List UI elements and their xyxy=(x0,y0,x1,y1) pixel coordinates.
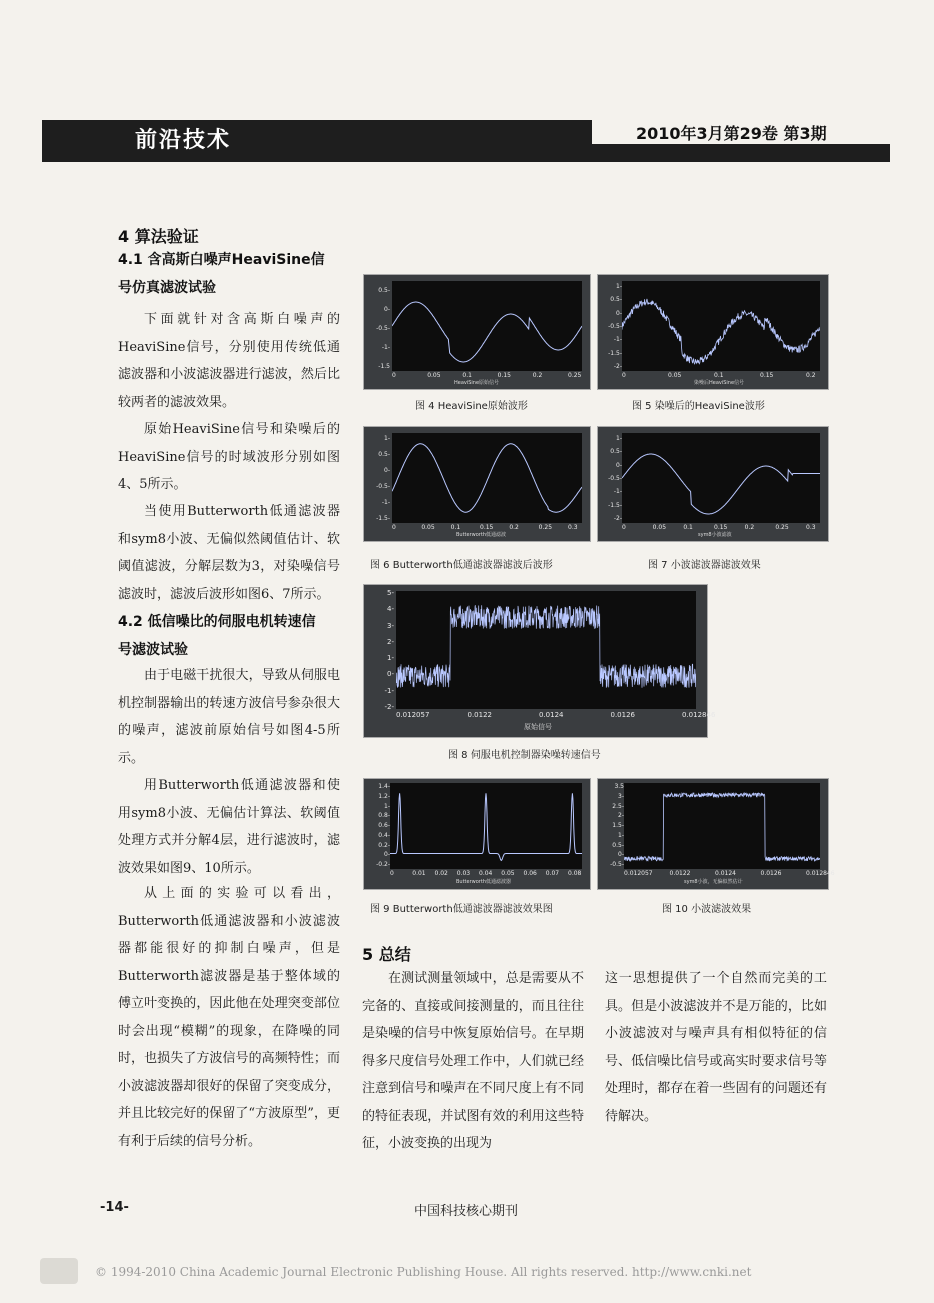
figure-9-y-ticks xyxy=(366,783,390,869)
fig4-y-tick: 0.5- xyxy=(378,287,390,294)
fig5-y-tick: -2- xyxy=(613,363,622,370)
section-5-heading: 5 总结 xyxy=(362,945,411,964)
fig4-x-tick: 0.15 xyxy=(497,372,511,379)
fig8-y-tick: 3- xyxy=(387,621,394,630)
summary-column-a: 在测试测量领域中，总是需要从不完备的、直接或间接测量的，而且往往是染噪的信号中恢复原始信号。在早期得多尺度信号处理工作中，人们就已经注意到信号和噪声在不同尺度上有不同的特征表现，并试图有效的利用这些特征，小波变换的出现为 xyxy=(362,971,584,1151)
fig10-y-tick: 3.5 xyxy=(614,783,624,790)
figure-5-trace xyxy=(622,281,820,371)
fig9-x-tick: 0.05 xyxy=(501,870,515,877)
fig10-y-tick: 2.5- xyxy=(612,802,624,810)
fig5-x-tick: 0 xyxy=(622,372,626,379)
fig8-y-tick: -2- xyxy=(384,703,394,711)
fig7-x-tick: 0 xyxy=(622,524,626,531)
fig8-x-tick: 0.012057 xyxy=(396,711,430,719)
fig9-x-tick: 0.01 xyxy=(412,870,426,877)
figure-4-y-ticks xyxy=(368,287,390,371)
figure-6-plot-area xyxy=(392,433,582,523)
fig7-y-tick: 0- xyxy=(616,461,622,469)
fig7-y-tick: 0.5- xyxy=(610,448,622,456)
fig9-y-tick: 0.8- xyxy=(378,812,390,820)
fig5-y-tick: -1.5- xyxy=(608,349,622,357)
fig7-x-tick: 0.3 xyxy=(806,524,816,531)
fig5-x-tick: 0.2 xyxy=(806,372,816,379)
figure-8-y-ticks xyxy=(368,589,394,711)
paragraph-2: 原始HeaviSine信号和染噪后的HeaviSine信号的时域波形分别如图4、5所示。 xyxy=(118,422,340,492)
fig9-x-tick: 0.03 xyxy=(456,870,471,877)
fig7-y-tick: -0.5- xyxy=(608,475,622,482)
figure-7-y-ticks xyxy=(600,435,622,523)
page-number: -14- xyxy=(100,1200,129,1215)
fig4-y-tick: -0.5- xyxy=(376,325,390,332)
figure-9-waveform xyxy=(390,793,582,860)
fig9-y-tick: 0- xyxy=(384,851,390,859)
fig6-x-tick: 0.2 xyxy=(509,524,519,531)
figure-7-trace xyxy=(622,433,820,523)
figure-4-waveform xyxy=(392,302,582,362)
fig10-y-tick: 0.5- xyxy=(612,841,624,849)
figure-10-waveform xyxy=(624,793,820,861)
fig6-x-tick: 0.25 xyxy=(538,524,553,531)
figure-5-plot-area xyxy=(622,281,820,371)
figure-6-x-label: Butterworth低通滤波 xyxy=(456,532,506,538)
paragraph-6: 从上面的实验可以看出，Butterworth低通滤波器和小波滤波器都能很好的抑制白噪声，但是Butterworth滤波器是基于整体域的傅立叶变换的，因此他在处理突变部位时会出现“模糊”的现象，在降噪的同时，也损失了方波信号的高频特性；而小波滤波器却很好的保留了突变成分，并且比较完好的保留了“方波原型”，更有利于后续的信号分析。 xyxy=(118,886,340,1149)
figure-6-trace xyxy=(392,433,582,523)
subsection-4-1-heading xyxy=(118,246,348,302)
fig7-y-tick: 1- xyxy=(616,435,622,442)
fig4-x-tick: 0.25 xyxy=(568,372,582,379)
fig9-y-tick: 0.2- xyxy=(378,841,390,849)
fig9-x-tick: 0.08 xyxy=(568,870,582,877)
figure-6-waveform xyxy=(392,444,582,512)
paragraph-4: 由于电磁干扰很大，导致从伺服电机控制器输出的转速方波信号参杂很大的噪声，滤波前原始信号如图4-5所示。 xyxy=(118,668,340,766)
fig10-x-tick: 0.012057 xyxy=(624,870,653,877)
figure-10-y-ticks xyxy=(600,783,624,869)
fig9-x-tick: 0.07 xyxy=(545,870,560,877)
fig8-y-tick: 0- xyxy=(387,670,394,679)
fig4-x-tick: 0 xyxy=(392,372,396,379)
figure-9-trace xyxy=(390,783,582,869)
section-4-heading: 4 算法验证 xyxy=(118,227,199,246)
fig8-y-tick: -1- xyxy=(384,686,394,695)
fig10-y-tick: -0.5- xyxy=(610,861,624,868)
fig10-x-tick: 0.012846 xyxy=(806,870,835,877)
fig6-y-tick: 0- xyxy=(384,467,390,474)
figure-10-x-ticks xyxy=(624,870,835,878)
fig9-y-tick: 1.4- xyxy=(378,783,390,790)
figure-8-trace xyxy=(396,591,696,709)
fig10-y-tick: 1.5- xyxy=(612,822,624,829)
figure-7-plot-area xyxy=(622,433,820,523)
figure-9-panel xyxy=(363,778,591,890)
figure-10-plot-area xyxy=(624,783,820,869)
figure-10-caption: 图 10 小波滤波效果 xyxy=(662,904,752,915)
paragraph-3: 当使用Butterworth低通滤波器和sym8小波、无偏似然阈值估计、软阈值滤波，分解层数为3，对染噪信号滤波时，滤波后波形如图6、7所示。 xyxy=(118,504,340,602)
summary-column-b: 这一思想提供了一个自然而完美的工具。但是小波滤波并不是万能的，比如小波滤波对与噪声具有相似特征的信号、低信噪比信号或高实时要求信号等处理时，都存在着一些固有的问题还有待解决。 xyxy=(605,971,827,1124)
figure-5-x-label: 染噪后HeaviSine信号 xyxy=(694,380,745,386)
fig8-x-tick: 0.012846 xyxy=(682,711,716,719)
fig10-x-tick: 0.0122 xyxy=(669,870,691,877)
fig5-x-tick: 0.05 xyxy=(668,372,682,379)
fig6-x-tick: 0.3 xyxy=(568,524,578,531)
fig10-y-tick: 0- xyxy=(618,851,624,859)
fig8-x-tick: 0.0124 xyxy=(539,711,564,719)
figure-5-waveform xyxy=(622,299,820,364)
figure-10-x-label: sym8小波，无偏似然估计 xyxy=(684,879,743,885)
figure-10-panel xyxy=(597,778,835,890)
figure-4-plot-area xyxy=(392,281,582,371)
figure-10-trace xyxy=(624,783,820,869)
cnki-logo-icon xyxy=(40,1258,78,1284)
section-title: 前沿技术 xyxy=(135,128,232,153)
figure-9-caption: 图 9 Butterworth低通滤波器滤波效果图 xyxy=(370,904,553,915)
fig7-x-tick: 0.25 xyxy=(775,524,789,531)
fig4-x-tick: 0.1 xyxy=(462,372,472,379)
paragraph-5: 用Butterworth低通滤波器和使用sym8小波、无偏估计算法、软阈值处理方式并分解4层，进行滤波时，滤波效果如图9、10所示。 xyxy=(118,778,340,876)
fig10-y-tick: 1- xyxy=(618,831,624,839)
fig6-x-tick: 0 xyxy=(392,524,396,531)
figure-9-x-label: Butterworth低通滤波器 xyxy=(456,879,511,885)
fig9-y-tick: 0.4- xyxy=(378,831,390,839)
fig9-x-tick: 0 xyxy=(390,870,394,877)
fig10-x-tick: 0.0124 xyxy=(715,870,736,877)
figure-8-x-label: 原始信号 xyxy=(524,723,552,731)
issue-label: 2010年3月第29卷 第3期 xyxy=(636,124,827,143)
figure-8-caption: 图 8 伺服电机控制器染噪转速信号 xyxy=(448,750,601,761)
fig6-y-tick: -0.5- xyxy=(376,483,390,490)
figure-5-panel xyxy=(597,274,829,390)
fig9-x-tick: 0.02 xyxy=(434,870,448,877)
fig8-y-tick: 5- xyxy=(387,589,394,597)
figure-4-caption: 图 4 HeaviSine原始波形 xyxy=(415,401,528,412)
paragraph-1: 下面就针对含高斯白噪声的HeaviSine信号，分别使用传统低通滤波器和小波滤波器进行滤波，然后比较两者的滤波效果。 xyxy=(118,312,340,410)
figure-9-x-ticks xyxy=(390,870,582,878)
fig6-x-tick: 0.15 xyxy=(480,524,494,531)
fig6-y-tick: -1.5- xyxy=(376,515,390,522)
figure-4-trace xyxy=(392,281,582,371)
fig8-y-tick: 2- xyxy=(387,637,394,646)
figure-8-waveform xyxy=(396,605,696,688)
fig4-x-tick: 0.05 xyxy=(427,372,441,379)
subsection-4-1-line2: 号仿真滤波试验 xyxy=(118,280,216,296)
fig7-x-tick: 0.2 xyxy=(744,524,755,531)
figure-5-y-ticks xyxy=(600,283,622,371)
fig4-y-tick: -1- xyxy=(381,344,390,351)
fig5-x-tick: 0.15 xyxy=(760,372,774,379)
subsection-4-1-line1: 4.1 含高斯白噪声HeaviSine信 xyxy=(118,252,325,268)
fig5-y-tick: 1- xyxy=(616,283,622,290)
fig6-y-tick: 1- xyxy=(384,435,390,442)
figure-7-caption: 图 7 小波滤波器滤波效果 xyxy=(648,560,761,571)
fig9-y-tick: 1- xyxy=(384,802,390,810)
fig7-x-tick: 0.05 xyxy=(652,524,667,531)
fig6-x-tick: 0.05 xyxy=(421,524,435,531)
fig8-y-tick: 4- xyxy=(387,605,394,614)
figure-7-waveform xyxy=(622,454,820,514)
fig7-y-tick: -1.5- xyxy=(608,501,622,509)
fig7-x-tick: 0.1 xyxy=(683,524,693,531)
figure-8-plot-area xyxy=(396,591,696,709)
figure-5-caption: 图 5 染噪后的HeaviSine波形 xyxy=(632,401,765,412)
fig4-y-tick: -1.5 xyxy=(378,363,390,370)
figure-7-x-label: sym8小波滤波 xyxy=(698,532,732,538)
fig8-x-tick: 0.0122 xyxy=(467,711,492,719)
fig9-y-tick: 0.6- xyxy=(378,822,390,829)
fig10-y-tick: 2- xyxy=(618,812,624,820)
figure-9-plot-area xyxy=(390,783,582,869)
fig7-x-tick: 0.15 xyxy=(714,524,728,531)
figure-6-caption: 图 6 Butterworth低通滤波器滤波后波形 xyxy=(370,560,553,571)
subsection-4-2-line1: 4.2 低信噪比的伺服电机转速信 xyxy=(118,614,316,630)
fig5-x-tick: 0.1 xyxy=(714,372,724,379)
fig9-x-tick: 0.04 xyxy=(479,870,493,877)
fig7-y-tick: -1- xyxy=(613,488,622,496)
copyright-notice: © 1994-2010 China Academic Journal Electronic Publishing House. All rights reserved. http://www.cnki.net xyxy=(95,1265,752,1279)
fig9-y-tick: -0.2- xyxy=(376,861,390,868)
fig6-y-tick: -1- xyxy=(381,499,390,506)
fig8-x-tick: 0.0126 xyxy=(610,711,635,719)
fig9-x-tick: 0.06 xyxy=(523,870,537,877)
figure-6-y-ticks xyxy=(368,435,390,523)
subsection-4-2-line2: 号滤波试验 xyxy=(118,642,188,658)
fig4-x-tick: 0.2 xyxy=(532,372,543,379)
figure-4-x-label: HeaviSine原始信号 xyxy=(454,380,500,386)
fig10-x-tick: 0.0126 xyxy=(760,870,782,877)
figure-6-panel xyxy=(363,426,591,542)
fig6-y-tick: 0.5- xyxy=(378,451,390,458)
fig5-y-tick: 0.5- xyxy=(610,296,622,304)
fig4-y-tick: 0- xyxy=(384,306,390,313)
fig6-x-tick: 0.1 xyxy=(450,524,461,531)
fig5-y-tick: 0- xyxy=(616,309,622,317)
subsection-4-2-heading xyxy=(118,608,348,664)
fig7-y-tick: -2- xyxy=(613,515,622,522)
figure-4-panel xyxy=(363,274,591,390)
fig9-y-tick: 1.2- xyxy=(378,792,390,800)
fig5-y-tick: -0.5- xyxy=(608,323,622,330)
figure-8-x-ticks xyxy=(396,711,716,720)
fig10-y-tick: 3- xyxy=(618,792,624,800)
fig5-y-tick: -1- xyxy=(613,336,622,344)
journal-name: 中国科技核心期刊 xyxy=(414,1204,519,1219)
fig8-y-tick: 1- xyxy=(387,654,394,663)
figure-8-panel xyxy=(363,584,716,738)
figure-7-panel xyxy=(597,426,829,542)
